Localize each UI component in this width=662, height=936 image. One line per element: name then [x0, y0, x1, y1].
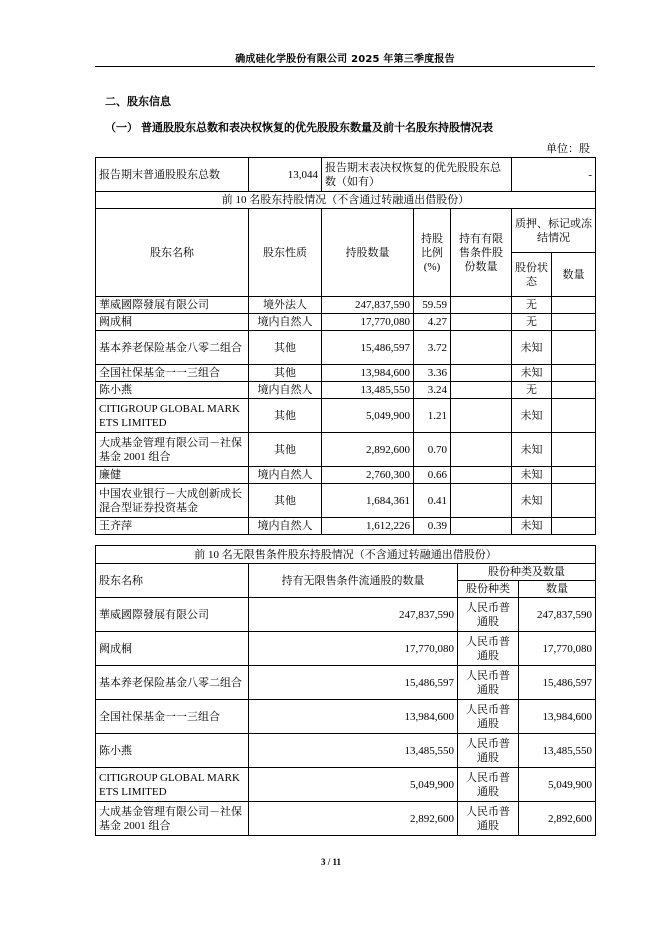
cell-restricted [451, 467, 512, 484]
cell-shares: 15,486,597 [249, 666, 458, 700]
cell-qty: 13,485,550 [519, 734, 596, 768]
cell-shares: 13,485,550 [322, 382, 414, 399]
cell-status: 未知 [512, 331, 552, 365]
cell-shares: 15,486,597 [322, 331, 414, 365]
cell-qty: 247,837,590 [519, 598, 596, 632]
header-pledge: 质押、标记或冻结情况 [512, 209, 596, 253]
subsection-number: （一） [105, 121, 138, 134]
cell-shares: 2,892,600 [249, 802, 458, 836]
cell-ratio: 0.41 [414, 484, 451, 518]
cell-name: 大成基金管理有限公司－社保基金 2001 组合 [96, 802, 249, 836]
cell-ratio: 0.66 [414, 467, 451, 484]
cell-qty: 13,984,600 [519, 700, 596, 734]
cell-shares: 13,485,550 [249, 734, 458, 768]
table-row [96, 314, 596, 331]
cell-shares: 1,612,226 [322, 518, 414, 535]
cell-shares: 247,837,590 [322, 297, 414, 314]
cell-kind: 人民币普通股 [458, 768, 519, 802]
table-row [96, 484, 596, 518]
cell-qty [552, 399, 596, 433]
cell-qty: 17,770,080 [519, 632, 596, 666]
cell-nature: 境内自然人 [249, 314, 322, 331]
cell-qty [552, 314, 596, 331]
cell-restricted [451, 382, 512, 399]
cell-shares: 17,770,080 [322, 314, 414, 331]
cell-name: 陈小燕 [96, 734, 249, 768]
cell-qty: 2,892,600 [519, 802, 596, 836]
unrestricted-caption: 前 10 名无限售条件股东持股情况（不含通过转融通出借股份） [96, 546, 596, 564]
cell-kind: 人民币普通股 [458, 632, 519, 666]
cell-restricted [451, 297, 512, 314]
cell-status: 无 [512, 297, 552, 314]
cell-name: 阙成桐 [96, 314, 249, 331]
subsection-title [105, 119, 493, 135]
table-row [96, 632, 596, 666]
cell-shares: 13,984,600 [249, 700, 458, 734]
top10-shareholders-table [95, 157, 596, 535]
table-row [96, 331, 596, 365]
cell-shares: 13,984,600 [322, 365, 414, 382]
cell-status: 未知 [512, 365, 552, 382]
cell-qty [552, 297, 596, 314]
cell-restricted [451, 331, 512, 365]
cell-name: 陈小燕 [96, 382, 249, 399]
total-holders-value: 13,044 [249, 158, 322, 192]
subsection-text: 普通股股东总数和表决权恢复的优先股股东数量及前十名股东持股情况表 [141, 121, 493, 134]
table-row [96, 802, 596, 836]
cell-qty [552, 382, 596, 399]
cell-kind: 人民币普通股 [458, 734, 519, 768]
cell-name: 基本养老保险基金八零二组合 [96, 666, 249, 700]
cell-ratio: 4.27 [414, 314, 451, 331]
cell-restricted [451, 399, 512, 433]
cell-ratio: 0.70 [414, 433, 451, 467]
cell-status: 未知 [512, 518, 552, 535]
pref-holders-label: 报告期末表决权恢复的优先股股东总数（如有） [322, 158, 512, 192]
u-header-kind-group: 股份种类及数量 [458, 564, 596, 581]
header-pledge-qty: 数量 [552, 253, 596, 297]
cell-kind: 人民币普通股 [458, 666, 519, 700]
cell-ratio: 1.21 [414, 399, 451, 433]
cell-qty: 15,486,597 [519, 666, 596, 700]
cell-name: 全国社保基金一一三组合 [96, 700, 249, 734]
cell-nature: 其他 [249, 365, 322, 382]
cell-qty [552, 484, 596, 518]
cell-name: 華威國際發展有限公司 [96, 297, 249, 314]
cell-shares: 1,684,361 [322, 484, 414, 518]
u-header-qty: 数量 [519, 581, 596, 598]
header-nature: 股东性质 [249, 209, 322, 297]
cell-name: 全国社保基金一一三组合 [96, 365, 249, 382]
cell-name: 華威國際發展有限公司 [96, 598, 249, 632]
cell-shares: 17,770,080 [249, 632, 458, 666]
cell-restricted [451, 433, 512, 467]
cell-shares: 247,837,590 [249, 598, 458, 632]
cell-nature: 境外法人 [249, 297, 322, 314]
header-shares: 持股数量 [322, 209, 414, 297]
header-restricted: 持有有限售条件股份数量 [451, 209, 512, 297]
u-header-shares: 持有无限售条件流通股的数量 [249, 564, 458, 598]
cell-status: 未知 [512, 467, 552, 484]
cell-ratio: 0.39 [414, 518, 451, 535]
cell-name: 基本养老保险基金八零二组合 [96, 331, 249, 365]
cell-status: 无 [512, 382, 552, 399]
cell-status: 未知 [512, 484, 552, 518]
cell-qty [552, 331, 596, 365]
unrestricted-shareholders-table [95, 545, 596, 836]
total-holders-label: 报告期末普通股股东总数 [96, 158, 249, 192]
table-row [96, 297, 596, 314]
table-row [96, 433, 596, 467]
table-row [96, 598, 596, 632]
header-name: 股东名称 [96, 209, 249, 297]
table-row [96, 700, 596, 734]
header-pledge-status: 股份状态 [512, 253, 552, 297]
cell-restricted [451, 314, 512, 331]
table-row [96, 382, 596, 399]
cell-name: 中国农业银行－大成创新成长混合型证券投资基金 [96, 484, 249, 518]
cell-name: 大成基金管理有限公司－社保基金 2001 组合 [96, 433, 249, 467]
cell-status: 未知 [512, 399, 552, 433]
cell-ratio: 3.36 [414, 365, 451, 382]
cell-status: 未知 [512, 433, 552, 467]
cell-shares: 2,892,600 [322, 433, 414, 467]
cell-qty [552, 467, 596, 484]
u-header-name: 股东名称 [96, 564, 249, 598]
page-number: 3 / 11 [320, 857, 341, 867]
table-row [96, 768, 596, 802]
cell-name: CITIGROUP GLOBAL MARKETS LIMITED [96, 399, 249, 433]
cell-qty [552, 365, 596, 382]
header-rule [95, 66, 595, 67]
document-header: 确成硅化学股份有限公司 2025 年第三季度报告 [235, 54, 455, 65]
cell-name: 王齐萍 [96, 518, 249, 535]
table-row [96, 399, 596, 433]
cell-qty: 5,049,900 [519, 768, 596, 802]
cell-nature: 其他 [249, 433, 322, 467]
cell-kind: 人民币普通股 [458, 700, 519, 734]
cell-ratio: 3.24 [414, 382, 451, 399]
cell-qty [552, 433, 596, 467]
cell-kind: 人民币普通股 [458, 598, 519, 632]
unit-label: 单位：股 [546, 143, 590, 155]
cell-kind: 人民币普通股 [458, 802, 519, 836]
u-header-kind: 股份种类 [458, 581, 519, 598]
cell-shares: 5,049,900 [249, 768, 458, 802]
cell-restricted [451, 365, 512, 382]
cell-restricted [451, 518, 512, 535]
table-row [96, 666, 596, 700]
cell-nature: 其他 [249, 484, 322, 518]
cell-nature: 境内自然人 [249, 518, 322, 535]
cell-nature: 境内自然人 [249, 467, 322, 484]
cell-shares: 5,049,900 [322, 399, 414, 433]
cell-ratio: 59.59 [414, 297, 451, 314]
table-row [96, 518, 596, 535]
top10-caption: 前 10 名股东持股情况（不含通过转融通出借股份） [96, 192, 596, 209]
cell-nature: 其他 [249, 399, 322, 433]
cell-nature: 境内自然人 [249, 382, 322, 399]
cell-name: CITIGROUP GLOBAL MARKETS LIMITED [96, 768, 249, 802]
cell-shares: 2,760,300 [322, 467, 414, 484]
cell-restricted [451, 484, 512, 518]
cell-status: 无 [512, 314, 552, 331]
section-title: 二、股东信息 [105, 95, 171, 108]
pref-holders-value: - [512, 158, 596, 192]
cell-nature: 其他 [249, 331, 322, 365]
header-ratio: 持股比例(%) [414, 209, 451, 297]
table-row [96, 365, 596, 382]
table-row [96, 734, 596, 768]
cell-name: 廉健 [96, 467, 249, 484]
cell-name: 阙成桐 [96, 632, 249, 666]
table-row [96, 467, 596, 484]
cell-ratio: 3.72 [414, 331, 451, 365]
cell-qty [552, 518, 596, 535]
